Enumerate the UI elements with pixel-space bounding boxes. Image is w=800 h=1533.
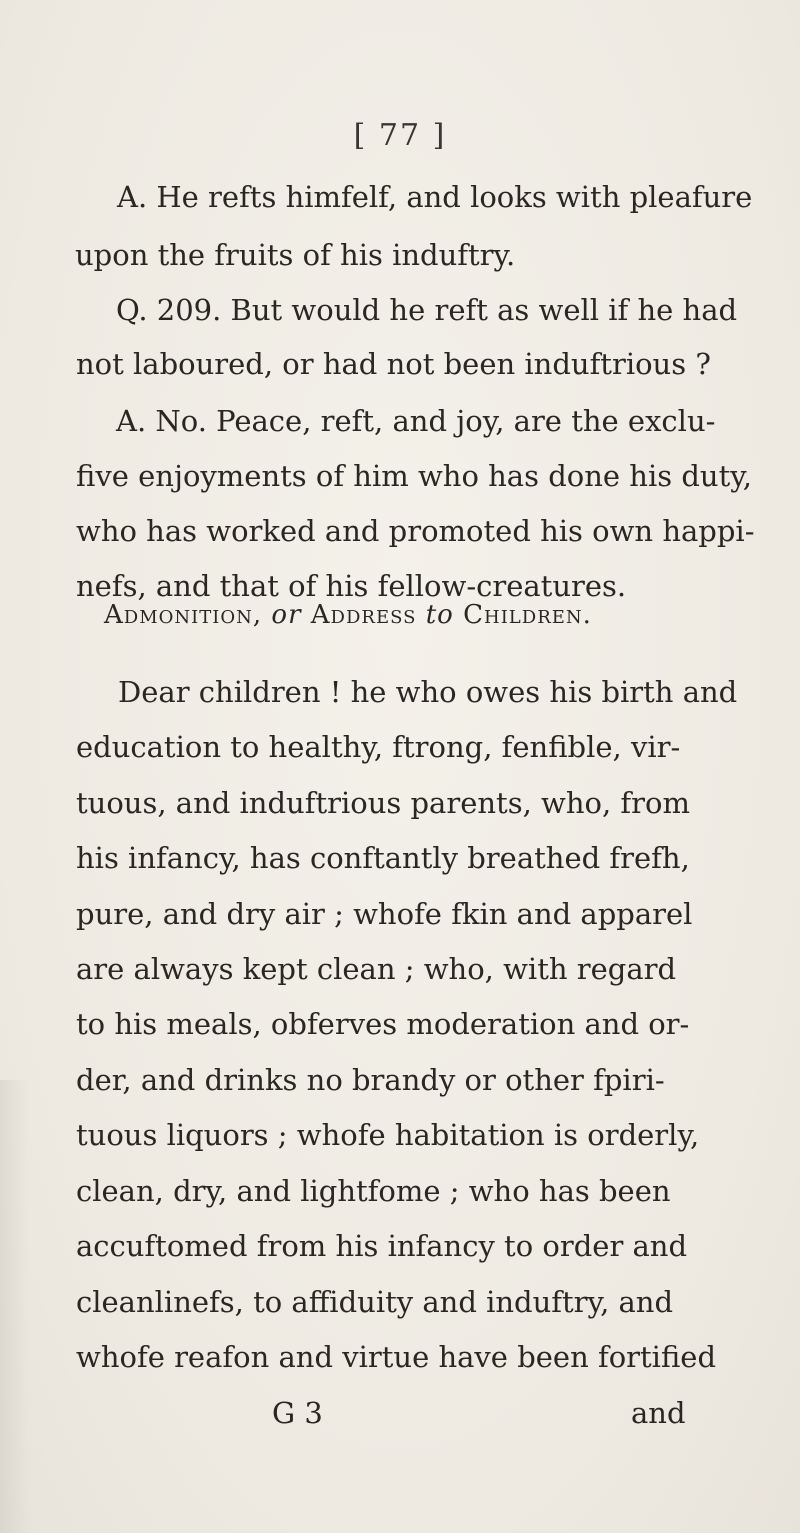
page-number-header: [ 77 ] bbox=[353, 118, 447, 153]
para2-line-3: tuous, and induftrious parents, who, from bbox=[76, 786, 690, 820]
para2-line-1: Dear children ! he who owes his birth and bbox=[118, 675, 738, 709]
signature-mark: G 3 bbox=[272, 1396, 323, 1430]
heading-children: Children. bbox=[463, 600, 592, 630]
text-line-7: who has worked and promoted his own happi- bbox=[76, 514, 755, 548]
para2-line-8: der, and drinks no brandy or other fpiri- bbox=[76, 1063, 665, 1097]
para2-line-2: education to healthy, ftrong, fenfible, vir- bbox=[76, 730, 681, 764]
text-line-5: A. No. Peace, reft, and joy, are the exclu- bbox=[116, 404, 716, 438]
text-line-3: Q. 209. But would he reft as well if he had bbox=[116, 293, 738, 327]
text-line-1: A. He refts himfelf, and looks with pleafure bbox=[117, 180, 753, 214]
para2-line-11: accuftomed from his infancy to order and bbox=[76, 1229, 688, 1263]
page-edge-shadow bbox=[0, 1080, 30, 1533]
heading-admonition: Admonition, bbox=[104, 600, 263, 630]
para2-line-10: clean, dry, and lightfome ; who has been bbox=[76, 1174, 671, 1208]
para2-line-6: are always kept clean ; who, with regard bbox=[76, 952, 677, 986]
text-line-4: not laboured, or had not been induftrious ? bbox=[76, 347, 711, 381]
para2-line-4: his infancy, has conftantly breathed frefh, bbox=[76, 841, 690, 875]
para2-line-9: tuous liquors ; whofe habitation is orderly, bbox=[76, 1118, 700, 1152]
para2-line-13: whofe reafon and virtue have been fortified bbox=[76, 1340, 717, 1374]
heading-to: to bbox=[425, 600, 454, 630]
text-line-2: upon the fruits of his induftry. bbox=[75, 238, 516, 272]
text-line-6: five enjoyments of him who has done his duty, bbox=[76, 459, 752, 493]
section-heading bbox=[104, 600, 592, 630]
catchword: and bbox=[631, 1396, 686, 1430]
para2-line-7: to his meals, obferves moderation and or- bbox=[76, 1007, 690, 1041]
para2-line-12: cleanlinefs, to affiduity and induftry, and bbox=[76, 1285, 674, 1319]
heading-address: Address bbox=[310, 600, 417, 630]
para2-line-5: pure, and dry air ; whofe fkin and apparel bbox=[76, 897, 693, 931]
heading-or: or bbox=[271, 600, 302, 630]
text-line-8: nefs, and that of his fellow-creatures. bbox=[76, 569, 627, 603]
